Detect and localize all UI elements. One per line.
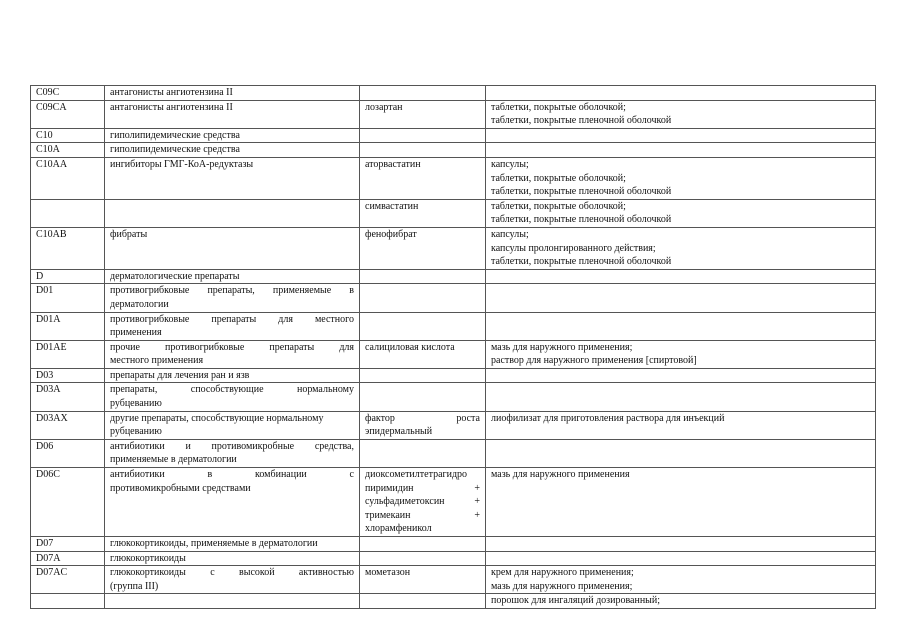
description-cell-line: глюкокортикоиды, применяемые в дерматологии — [110, 538, 318, 549]
atc-code-cell: C10 — [31, 128, 105, 143]
dosage-form-cell-line: таблетки, покрытые оболочкой; — [491, 172, 626, 184]
dosage-form-cell-line: порошок для ингаляций дозированный; — [491, 595, 661, 607]
dosage-form-cell-line: раствор для наружного применения [спиртовой] — [491, 355, 697, 367]
atc-code-cell: C09C — [31, 86, 105, 101]
table-row — [31, 566, 876, 594]
description-cell — [105, 340, 360, 368]
dosage-form-cell — [486, 439, 876, 467]
description-cell-line: противогрибковые препараты для местного — [110, 313, 354, 325]
drug-name-cell-line: хлорамфеникол — [365, 523, 432, 535]
atc-code-cell: D07 — [31, 537, 105, 552]
drug-name-cell — [360, 566, 486, 594]
dosage-form-cell — [486, 143, 876, 158]
description-cell-line: гиполипидемические средства — [110, 129, 240, 141]
atc-code-cell: D01 — [31, 284, 105, 312]
drug-name-cell — [360, 312, 486, 340]
table-row — [31, 157, 876, 199]
drug-name-cell — [360, 284, 486, 312]
description-cell-line: рубцеванию — [110, 426, 162, 438]
description-cell — [105, 468, 360, 537]
dosage-form-cell-line: мазь для наружного применения; — [491, 580, 633, 592]
drug-name-cell-line: симвастатин — [365, 200, 419, 212]
description-cell — [105, 199, 360, 227]
dosage-form-cell-line: капсулы; — [491, 158, 529, 170]
description-cell — [105, 551, 360, 566]
dosage-form-cell — [486, 340, 876, 368]
drug-name-cell — [360, 368, 486, 383]
dosage-form-cell-line: мазь для наружного применения — [491, 469, 630, 481]
dosage-form-cell-line: таблетки, покрытые пленочной оболочкой — [491, 214, 672, 226]
atc-code-cell: C10AB — [31, 227, 105, 269]
drug-name-cell — [360, 340, 486, 368]
drug-name-cell — [360, 439, 486, 467]
dosage-form-cell-line: мазь для наружного применения; — [491, 341, 633, 353]
description-cell — [105, 227, 360, 269]
description-cell-line: препараты, способствующие нормальному — [110, 384, 354, 396]
dosage-form-cell-line: таблетки, покрытые пленочной оболочкой — [491, 115, 672, 127]
dosage-form-cell — [486, 594, 876, 609]
description-cell-line: ингибиторы ГМГ-КоА-редуктазы — [110, 158, 254, 170]
drug-name-cell — [360, 269, 486, 284]
atc-code-cell: D03A — [31, 383, 105, 411]
description-cell — [105, 128, 360, 143]
drug-name-cell — [360, 383, 486, 411]
drug-name-cell-line: диоксометилтетрагидро — [365, 469, 468, 481]
table-row — [31, 100, 876, 128]
description-cell-line: антагонисты ангиотензина II — [110, 87, 233, 98]
description-cell-line: другие препараты, способствующие нормальному — [110, 412, 324, 424]
drug-name-cell-line: салициловая кислота — [365, 341, 455, 353]
drug-name-cell — [360, 157, 486, 199]
description-cell-line: антибиотики в комбинации с — [110, 469, 354, 481]
description-cell-line: гиполипидемические средства — [110, 144, 240, 156]
drug-name-cell — [360, 537, 486, 552]
atc-code-cell: C09CA — [31, 100, 105, 128]
description-cell-line: противогрибковые препараты, применяемые в — [110, 285, 354, 297]
description-cell — [105, 143, 360, 158]
drug-name-cell-line: эпидермальный — [365, 426, 433, 438]
description-cell — [105, 157, 360, 199]
drug-name-cell — [360, 468, 486, 537]
dosage-form-cell — [486, 157, 876, 199]
description-cell — [105, 269, 360, 284]
dosage-form-cell — [486, 100, 876, 128]
description-cell — [105, 383, 360, 411]
drug-name-cell — [360, 551, 486, 566]
description-cell — [105, 284, 360, 312]
table-row — [31, 594, 876, 609]
table-row — [31, 284, 876, 312]
drug-name-cell — [360, 227, 486, 269]
dosage-form-cell — [486, 551, 876, 566]
description-cell — [105, 86, 360, 101]
table-row — [31, 468, 876, 537]
table-row — [31, 551, 876, 566]
description-cell-line: дерматологии — [110, 298, 169, 310]
dosage-form-cell — [486, 199, 876, 227]
drug-name-cell — [360, 100, 486, 128]
table-row — [31, 368, 876, 383]
table-row — [31, 227, 876, 269]
dosage-form-cell-line: таблетки, покрытые пленочной оболочкой — [491, 186, 672, 198]
table-row — [31, 537, 876, 552]
description-cell-line: антибиотики и противомикробные средства, — [110, 440, 354, 452]
description-cell-line: антагонисты ангиотензина II — [110, 101, 233, 113]
table-row — [31, 411, 876, 439]
description-cell-line: рубцеванию — [110, 398, 162, 410]
description-cell — [105, 312, 360, 340]
drug-name-cell-line: мометазон — [365, 567, 411, 579]
description-cell — [105, 411, 360, 439]
dosage-form-cell-line: капсулы; — [491, 228, 529, 240]
atc-code-cell: D03AX — [31, 411, 105, 439]
description-cell — [105, 594, 360, 609]
atc-code-cell: D07AC — [31, 566, 105, 594]
drug-name-cell-line: фенофибрат — [365, 228, 417, 240]
dosage-form-cell — [486, 411, 876, 439]
atc-code-cell: D — [31, 269, 105, 284]
atc-code-cell: D06C — [31, 468, 105, 537]
dosage-form-cell — [486, 86, 876, 101]
table-row — [31, 383, 876, 411]
description-cell-line: глюкокортикоиды с высокой активностью — [110, 567, 354, 579]
description-cell — [105, 537, 360, 552]
dosage-form-cell-line: крем для наружного применения; — [491, 567, 634, 579]
dosage-form-cell — [486, 368, 876, 383]
dosage-form-cell — [486, 128, 876, 143]
description-cell — [105, 439, 360, 467]
dosage-form-cell — [486, 383, 876, 411]
dosage-form-cell — [486, 468, 876, 537]
drug-name-cell-line: лозартан — [365, 101, 403, 113]
drug-name-cell — [360, 128, 486, 143]
table-body — [31, 86, 876, 609]
drug-name-cell — [360, 199, 486, 227]
table-row — [31, 199, 876, 227]
drug-name-cell — [360, 411, 486, 439]
description-cell-line: фибраты — [110, 228, 148, 240]
dosage-form-cell — [486, 284, 876, 312]
dosage-form-cell — [486, 537, 876, 552]
atc-code-cell: D01AE — [31, 340, 105, 368]
drug-name-cell — [360, 86, 486, 101]
table-row — [31, 86, 876, 101]
description-cell-line: глюкокортикоиды — [110, 552, 186, 564]
atc-code-cell — [31, 594, 105, 609]
drug-name-cell — [360, 143, 486, 158]
dosage-form-cell-line: лиофилизат для приготовления раствора для инъекций — [491, 412, 725, 424]
description-cell-line: дерматологические препараты — [110, 270, 240, 282]
table-row — [31, 128, 876, 143]
description-cell-line: местного применения — [110, 355, 204, 367]
dosage-form-cell — [486, 227, 876, 269]
description-cell-line: применения — [110, 327, 162, 339]
atc-code-cell: D03 — [31, 368, 105, 383]
atc-code-cell: D01A — [31, 312, 105, 340]
dosage-form-cell-line: капсулы пролонгированного действия; — [491, 242, 656, 254]
drug-name-cell-line: тримекаин + — [365, 509, 480, 521]
dosage-form-cell — [486, 566, 876, 594]
atc-code-cell: D06 — [31, 439, 105, 467]
description-cell — [105, 100, 360, 128]
atc-code-cell: C10A — [31, 143, 105, 158]
description-cell — [105, 368, 360, 383]
dosage-form-cell-line: таблетки, покрытые оболочкой; — [491, 101, 626, 113]
atc-code-cell — [31, 199, 105, 227]
table-row — [31, 312, 876, 340]
table-row — [31, 439, 876, 467]
atc-code-cell: D07A — [31, 551, 105, 566]
description-cell-line: (группа III) — [110, 580, 159, 592]
drug-name-cell-line: пиримидин + — [365, 482, 480, 494]
dosage-form-cell-line: таблетки, покрытые оболочкой; — [491, 200, 626, 212]
atc-code-cell: C10AA — [31, 157, 105, 199]
drug-name-cell-line: аторвастатин — [365, 158, 421, 170]
dosage-form-cell-line: таблетки, покрытые пленочной оболочкой — [491, 256, 672, 268]
table-row — [31, 340, 876, 368]
drug-name-cell — [360, 594, 486, 609]
description-cell-line: препараты для лечения ран и язв — [110, 369, 250, 381]
description-cell — [105, 566, 360, 594]
table-row — [31, 269, 876, 284]
dosage-form-cell — [486, 312, 876, 340]
table-row — [31, 143, 876, 158]
drug-name-cell-line: фактор роста — [365, 412, 480, 424]
description-cell-line: применяемые в дерматологии — [110, 454, 237, 466]
description-cell-line: противомикробными средствами — [110, 482, 251, 494]
drug-name-cell-line: сульфадиметоксин + — [365, 496, 480, 508]
description-cell-line: прочие противогрибковые препараты для — [110, 341, 354, 353]
dosage-form-cell — [486, 269, 876, 284]
drug-list-table — [30, 85, 876, 609]
